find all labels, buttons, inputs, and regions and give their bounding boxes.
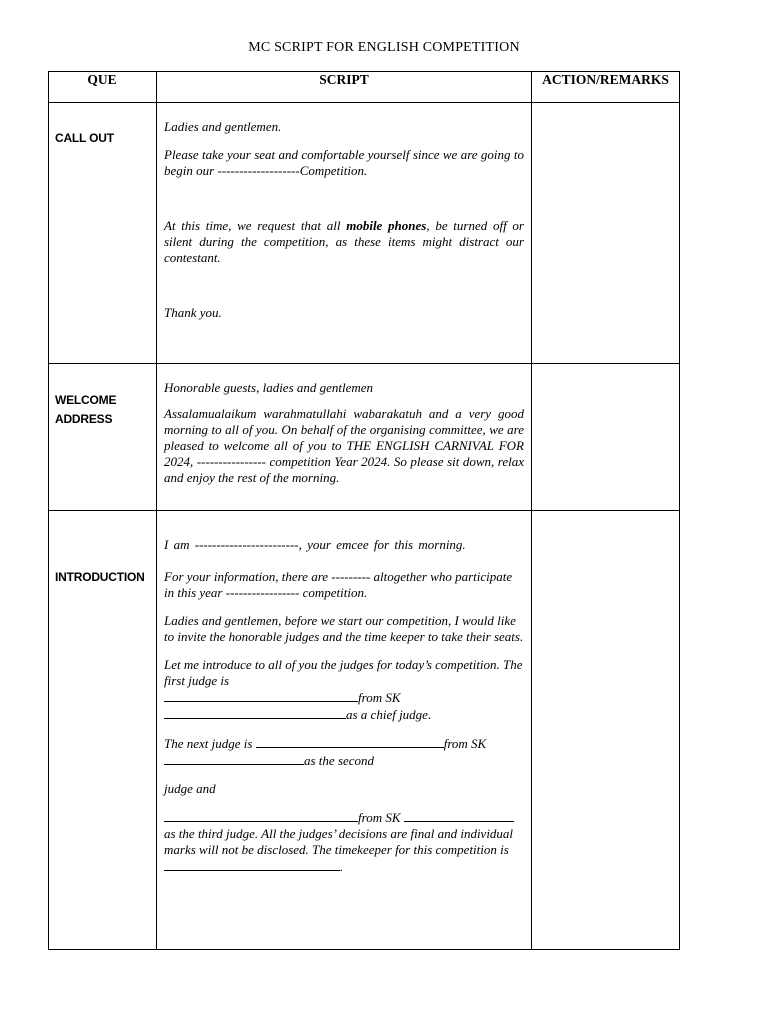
table-border-left bbox=[48, 71, 49, 950]
third-judge-school-blank bbox=[404, 809, 514, 822]
column-divider-1 bbox=[156, 71, 157, 950]
mobile-phones-emphasis: mobile phones bbox=[346, 218, 427, 233]
script-welcome-address bbox=[164, 380, 524, 498]
first-judge-name-blank bbox=[164, 689, 358, 702]
intro-third-judge: from SK as the third judge. All the judges’ decisions are final and individual marks will not be disclosed. The timekeeper for this competition is . bbox=[164, 810, 514, 874]
callout-mobile-phones: At this time, we request that all mobile phones, be turned off or silent during the competition, as these items might distract our contestant. bbox=[164, 218, 524, 265]
header-que: QUE bbox=[87, 72, 117, 87]
welcome-label-line2: ADDRESS bbox=[55, 412, 113, 426]
document-title: MC SCRIPT FOR ENGLISH COMPETITION bbox=[248, 40, 520, 55]
intro-first-judge: Let me introduce to all of you the judges for today’s competition. The first judge is from SK as a chief judge. bbox=[164, 657, 523, 722]
callout-greeting: Ladies and gentlemen. bbox=[164, 119, 282, 134]
table-border-right bbox=[679, 71, 680, 950]
intro-participants: For your information, there are --------- altogether who participate in this year ----------------- competition. bbox=[164, 569, 513, 600]
script-call-out bbox=[164, 119, 524, 333]
callout-take-seat: Please take your seat and comfortable yourself since we are going to begin our -------------------Competition. bbox=[164, 147, 524, 178]
intro-invite-judges: Ladies and gentlemen, before we start our competition, I would like to invite the honorable judges and the time keeper to take their seats. bbox=[164, 613, 524, 644]
que-call-out: CALL OUT bbox=[55, 131, 114, 145]
timekeeper-name-blank bbox=[164, 858, 340, 871]
table-border-bottom bbox=[48, 949, 680, 950]
intro-judge-and: judge and bbox=[164, 781, 216, 796]
second-judge-school-blank bbox=[164, 752, 304, 765]
header-row-divider bbox=[48, 102, 680, 103]
welcome-greeting: Honorable guests, ladies and gentlemen bbox=[164, 380, 374, 395]
welcome-speech: Assalamualaikum warahmatullahi wabarakatuh and a very good morning to all of you. On behalf of the organising committee, we are pleased to welcome all of you to THE ENGLISH CARNIVAL FOR 2024, ---------------- competition Year 2024. So please sit down, relax and enjoy the rest of the morning. bbox=[164, 406, 524, 485]
script-introduction bbox=[164, 537, 524, 887]
column-divider-2 bbox=[531, 71, 532, 950]
first-judge-school-blank bbox=[164, 706, 346, 719]
que-welcome-address bbox=[55, 391, 153, 429]
intro-emcee: I am ------------------------, your emcee for this morning. bbox=[164, 537, 466, 552]
row-divider-2 bbox=[48, 510, 680, 511]
welcome-label-line1: WELCOME bbox=[55, 393, 117, 407]
third-judge-name-blank bbox=[164, 809, 358, 822]
second-judge-name-blank bbox=[256, 735, 444, 748]
header-script: SCRIPT bbox=[319, 72, 369, 87]
intro-second-judge: The next judge is from SK as the second bbox=[164, 736, 487, 768]
header-action-remarks: ACTION/REMARKS bbox=[542, 72, 669, 87]
callout-thank-you: Thank you. bbox=[164, 305, 222, 320]
que-introduction: INTRODUCTION bbox=[55, 570, 145, 584]
row-divider-1 bbox=[48, 363, 680, 364]
